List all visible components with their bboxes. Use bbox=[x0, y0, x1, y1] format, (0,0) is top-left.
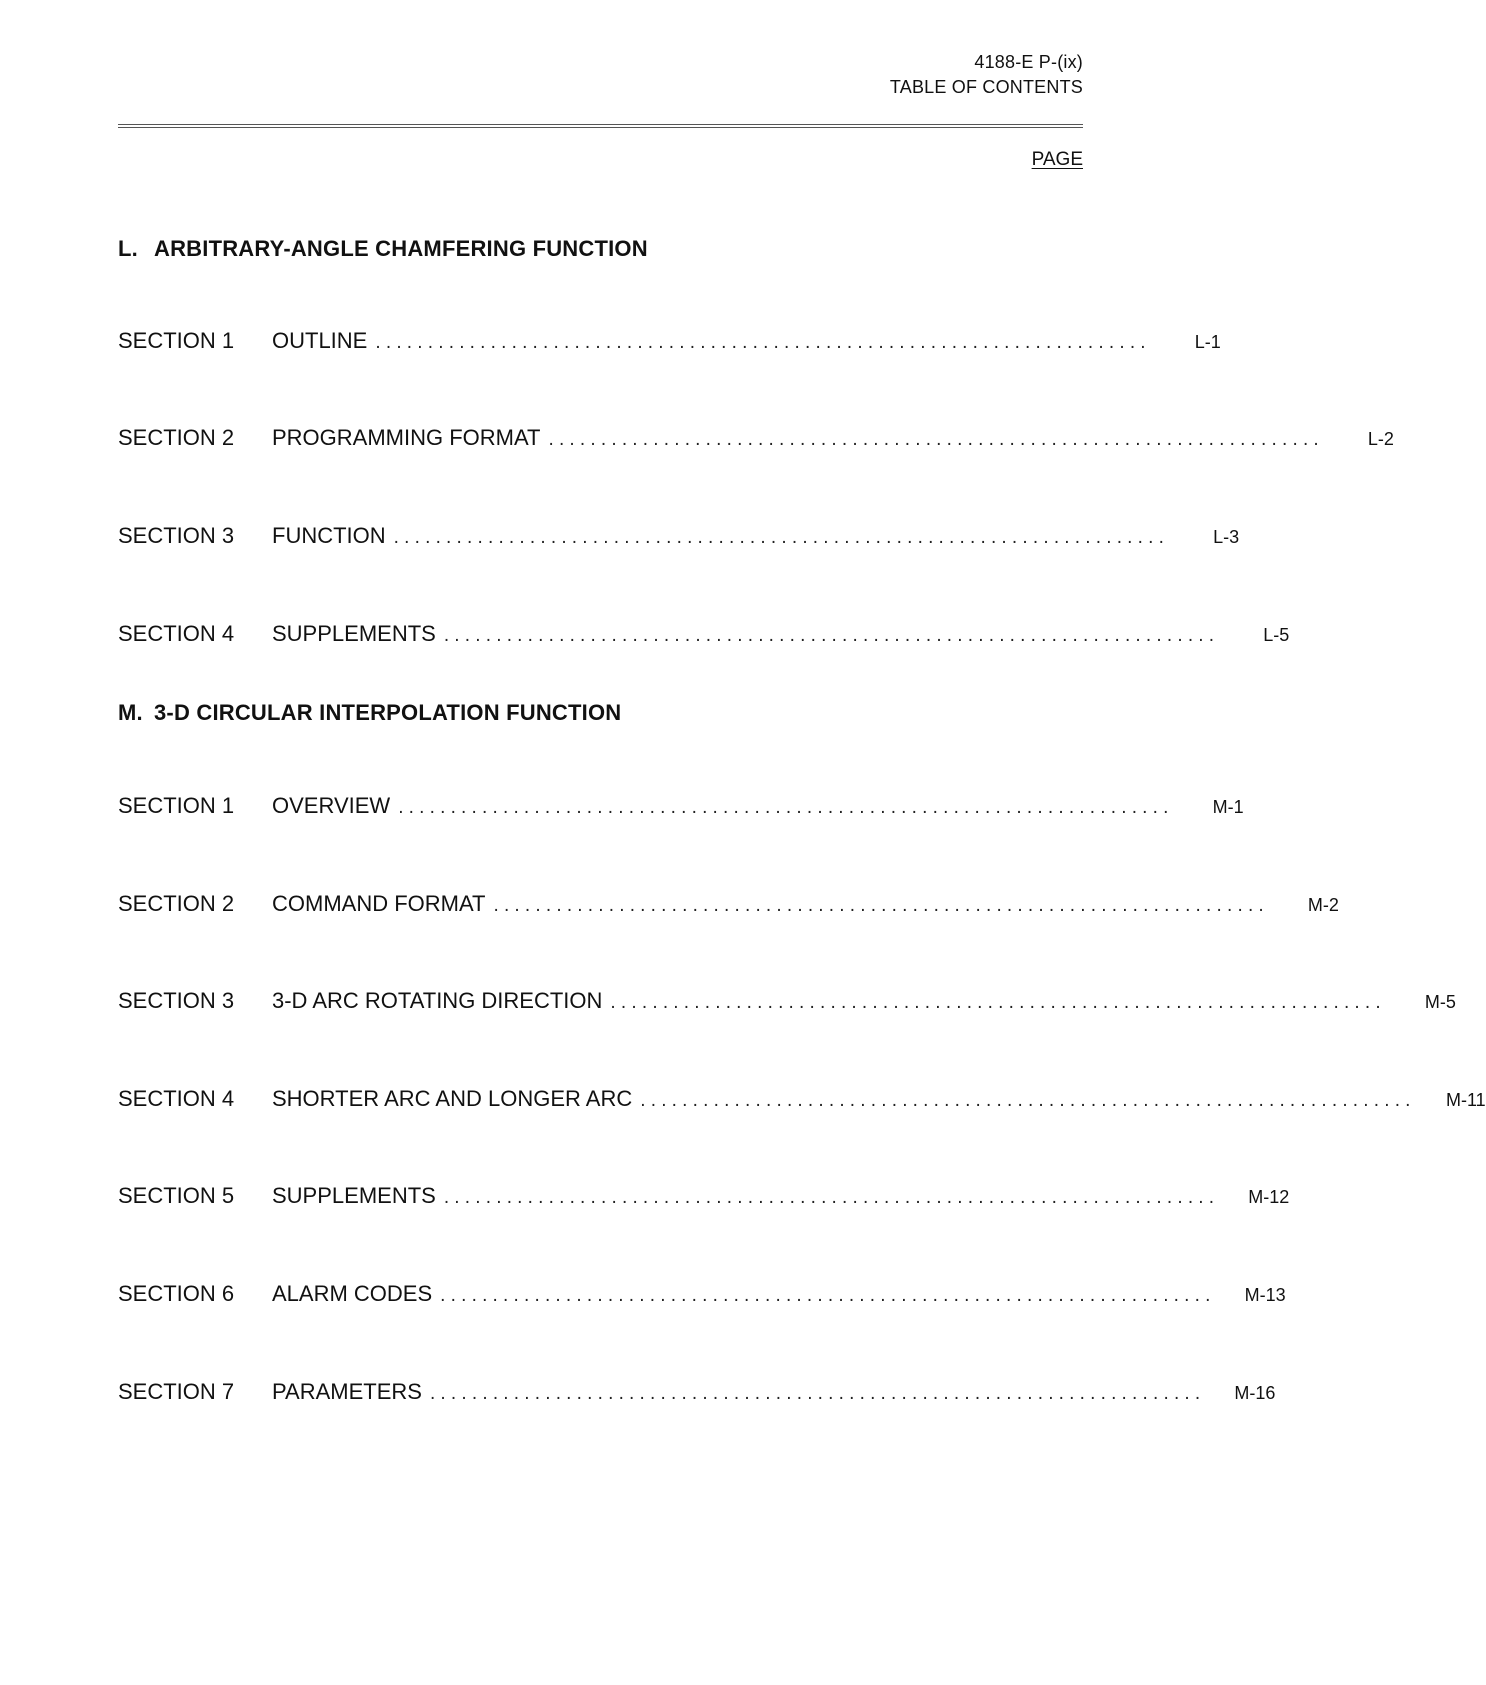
toc-entry[interactable] bbox=[118, 1281, 1286, 1311]
part-letter: L. bbox=[118, 236, 138, 261]
toc-entry[interactable] bbox=[118, 1086, 1486, 1116]
section-title: PROGRAMMING FORMAT bbox=[272, 425, 541, 450]
section-title: FUNCTION bbox=[272, 523, 386, 548]
section-number: SECTION 5 bbox=[118, 1183, 235, 1208]
doc-section-title: TABLE OF CONTENTS bbox=[889, 77, 1083, 97]
page-number: M-1 bbox=[1212, 797, 1244, 817]
section-number: SECTION 4 bbox=[118, 621, 235, 646]
toc-entry[interactable] bbox=[118, 988, 1456, 1018]
section-number: SECTION 1 bbox=[118, 793, 235, 818]
dot-leader: .......................................................................... bbox=[443, 1187, 1220, 1208]
dot-leader: .......................................................................... bbox=[429, 1383, 1206, 1404]
dot-leader: .......................................................................... bbox=[443, 625, 1220, 646]
toc-entry[interactable] bbox=[118, 1379, 1276, 1409]
section-number: SECTION 3 bbox=[118, 988, 235, 1013]
toc-entry[interactable] bbox=[118, 891, 1339, 921]
toc-entry[interactable] bbox=[118, 621, 1290, 651]
toc-entry[interactable] bbox=[118, 793, 1244, 823]
toc-entry[interactable] bbox=[118, 425, 1394, 455]
section-number: SECTION 2 bbox=[118, 425, 235, 450]
section-title: SHORTER ARC AND LONGER ARC bbox=[272, 1086, 633, 1111]
header-rule bbox=[118, 124, 1083, 125]
part-letter: M. bbox=[118, 700, 143, 725]
dot-leader: .......................................................................... bbox=[640, 1090, 1416, 1111]
header-rule bbox=[118, 127, 1083, 128]
dot-leader: .......................................................................... bbox=[440, 1285, 1216, 1306]
section-number: SECTION 1 bbox=[118, 328, 235, 353]
part-heading-l bbox=[118, 236, 648, 262]
dot-leader: .......................................................................... bbox=[398, 797, 1174, 818]
part-title: 3-D CIRCULAR INTERPOLATION FUNCTION bbox=[154, 700, 622, 725]
section-number: SECTION 3 bbox=[118, 523, 235, 548]
section-title: OVERVIEW bbox=[272, 793, 391, 818]
dot-leader: .......................................................................... bbox=[610, 992, 1386, 1013]
page-number: M-2 bbox=[1307, 895, 1339, 915]
section-number: SECTION 6 bbox=[118, 1281, 235, 1306]
section-title: OUTLINE bbox=[272, 328, 368, 353]
section-title: ALARM CODES bbox=[272, 1281, 433, 1306]
page-number: M-12 bbox=[1248, 1187, 1290, 1207]
section-number: SECTION 2 bbox=[118, 891, 235, 916]
section-number: SECTION 4 bbox=[118, 1086, 235, 1111]
section-title: SUPPLEMENTS bbox=[272, 621, 436, 646]
section-number: SECTION 7 bbox=[118, 1379, 235, 1404]
section-title: SUPPLEMENTS bbox=[272, 1183, 436, 1208]
page-number: L-2 bbox=[1367, 429, 1394, 449]
page-number: M-11 bbox=[1445, 1090, 1486, 1110]
page-number: L-5 bbox=[1263, 625, 1290, 645]
running-header bbox=[890, 50, 1083, 100]
page-number: M-16 bbox=[1234, 1383, 1276, 1403]
dot-leader: .......................................................................... bbox=[548, 429, 1324, 450]
part-title: ARBITRARY-ANGLE CHAMFERING FUNCTION bbox=[154, 236, 648, 261]
doc-reference: 4188-E P-(ix) bbox=[974, 52, 1083, 72]
page-number: L-1 bbox=[1194, 332, 1221, 352]
section-title: PARAMETERS bbox=[272, 1379, 422, 1404]
part-heading-m bbox=[118, 700, 621, 726]
dot-leader: .......................................................................... bbox=[493, 895, 1269, 916]
dot-leader: .......................................................................... bbox=[375, 332, 1151, 353]
section-title: COMMAND FORMAT bbox=[272, 891, 486, 916]
toc-entry[interactable] bbox=[118, 328, 1221, 358]
toc-entry[interactable] bbox=[118, 1183, 1290, 1213]
toc-entry[interactable] bbox=[118, 523, 1240, 553]
page-number: L-3 bbox=[1213, 527, 1240, 547]
page-column-label: PAGE bbox=[1031, 149, 1083, 170]
page-number: M-13 bbox=[1244, 1285, 1286, 1305]
section-title: 3-D ARC ROTATING DIRECTION bbox=[272, 988, 603, 1013]
dot-leader: .......................................................................... bbox=[393, 527, 1170, 548]
page-number: M-5 bbox=[1424, 992, 1456, 1012]
